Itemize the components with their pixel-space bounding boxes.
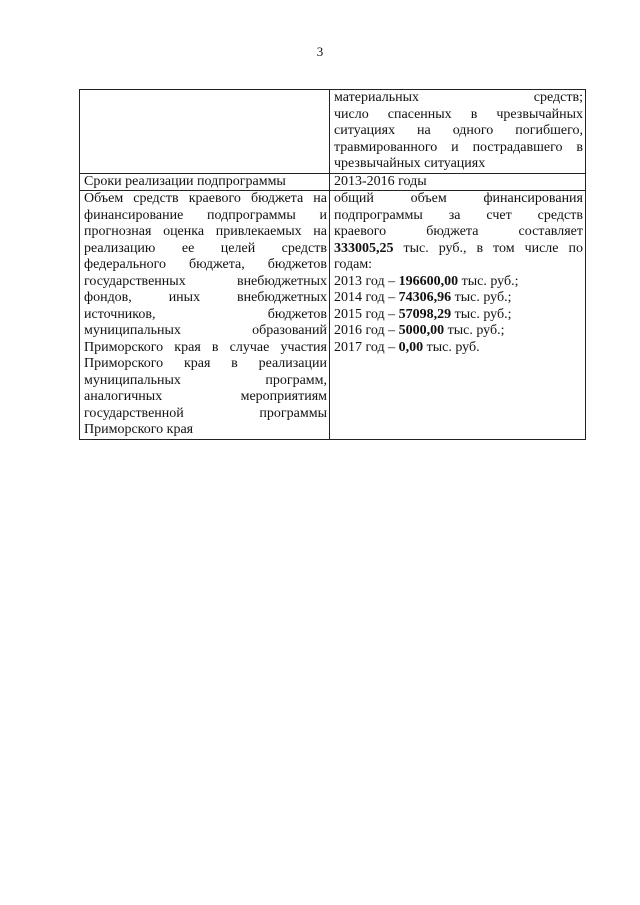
indicator-line: чрезвычайных ситуациях xyxy=(334,156,486,171)
funding-label-line: Объем средств краевого бюджета на xyxy=(84,191,327,206)
funding-label-line: муниципальных программ, xyxy=(84,372,327,388)
funding-label-line: фондов, иных внебюджетных xyxy=(84,290,327,305)
year-prefix: 2016 год – xyxy=(334,323,399,338)
year-prefix: 2017 год – xyxy=(334,339,399,355)
funding-label-line: государственных внебюджетных xyxy=(84,273,327,289)
year-amount: 57098,29 xyxy=(398,306,452,322)
year-amount: 74306,96 xyxy=(398,290,452,305)
funding-total-line xyxy=(334,241,583,258)
funding-value-cell xyxy=(330,191,586,440)
funding-label-cell xyxy=(80,191,330,440)
table-row-funding xyxy=(80,191,586,440)
funding-intro-line: краевого бюджета составляет xyxy=(334,224,583,239)
funding-label-line: финансирование подпрограммы и xyxy=(84,207,327,223)
terms-label-cell: Сроки реализации подпрограммы xyxy=(80,173,330,191)
funding-label-line: Приморского края xyxy=(84,422,194,437)
year-suffix: тыс. руб. xyxy=(423,339,480,355)
page-number: 3 xyxy=(316,44,324,59)
table-row-indicators xyxy=(80,90,586,174)
year-prefix: 2015 год – xyxy=(334,306,399,322)
funding-intro-line: общий объем финансирования xyxy=(334,191,583,206)
funding-total-suffix: тыс. руб., в том числе по xyxy=(393,240,583,256)
funding-label-line: Приморского края в случае участия xyxy=(84,339,327,355)
year-suffix: тыс. руб.; xyxy=(451,306,512,322)
funding-year-line xyxy=(334,290,583,307)
funding-year-line xyxy=(334,340,583,357)
year-suffix: тыс. руб.; xyxy=(458,273,519,289)
indicators-value-cell xyxy=(330,90,586,174)
funding-by-years-label: годам: xyxy=(334,257,373,272)
indicator-line: травмированного и пострадавшего в xyxy=(334,139,583,155)
table-row-terms xyxy=(80,173,586,191)
year-suffix: тыс. руб.; xyxy=(451,290,512,305)
year-amount: 0,00 xyxy=(398,339,424,355)
funding-label-line: муниципальных образований xyxy=(84,323,327,338)
funding-label-line: федерального бюджета, бюджетов xyxy=(84,257,327,272)
funding-intro-line: подпрограммы за счет средств xyxy=(334,207,583,223)
indicator-line: ситуациях на одного погибшего, xyxy=(334,123,583,138)
funding-label-line: прогнозная оценка привлекаемых на xyxy=(84,224,327,239)
subprogram-passport-table xyxy=(79,89,586,440)
terms-value-cell: 2013-2016 годы xyxy=(330,173,586,191)
funding-year-line xyxy=(334,323,583,340)
year-prefix: 2013 год – xyxy=(334,273,399,289)
funding-year-line xyxy=(334,307,583,324)
indicator-line: число спасенных в чрезвычайных xyxy=(334,106,583,122)
indicator-line: материальных средств; xyxy=(334,90,583,105)
funding-label-line: реализацию ее целей средств xyxy=(84,240,327,256)
funding-label-line: государственной программы xyxy=(84,405,327,421)
funding-total-amount: 333005,25 xyxy=(334,240,394,256)
year-prefix: 2014 год – xyxy=(334,290,399,305)
year-amount: 196600,00 xyxy=(398,273,459,289)
funding-label-line: Приморского края в реализации xyxy=(84,356,327,371)
indicators-label-cell xyxy=(80,90,330,174)
year-suffix: тыс. руб.; xyxy=(444,323,505,338)
funding-label-line: аналогичных мероприятиям xyxy=(84,389,327,404)
funding-year-line xyxy=(334,274,583,291)
funding-label-line: источников, бюджетов xyxy=(84,306,327,322)
year-amount: 5000,00 xyxy=(398,323,445,338)
